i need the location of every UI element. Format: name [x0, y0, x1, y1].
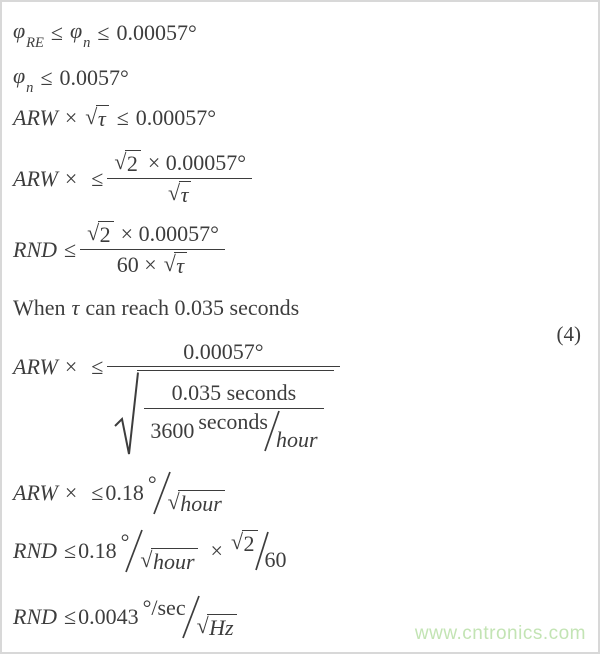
radicand [137, 370, 333, 454]
value: 3600 [150, 417, 195, 443]
unit-fraction [121, 528, 199, 574]
leq-sign: ≤ [97, 19, 110, 45]
sqrt-2 [114, 150, 141, 176]
unit-denominator [196, 612, 238, 640]
radicand: 2 [125, 150, 141, 176]
denominator [161, 179, 198, 209]
fraction-numerator [230, 528, 259, 556]
value: × 0.00057° [120, 221, 219, 247]
sqrt-tau [168, 181, 191, 207]
unit-denominator [167, 488, 226, 516]
numerator [177, 337, 269, 366]
leq-sign: ≤ [40, 64, 53, 90]
var-arw: ARW [13, 165, 58, 191]
radicand: τ [174, 252, 187, 278]
var-phi: φ [13, 18, 26, 43]
leq-sign: ≤ [64, 604, 77, 630]
numerator [166, 378, 303, 407]
subscript-n: n [83, 35, 91, 52]
times-sign: × [64, 480, 78, 506]
var-rnd: RND [13, 236, 57, 262]
value: 0.035 seconds [171, 380, 297, 406]
radicand: τ [179, 181, 192, 207]
radicand: hour [178, 490, 225, 516]
var-arw: ARW [13, 105, 58, 131]
subscript-re: RE [26, 35, 44, 52]
radical-sign: √ [87, 220, 100, 245]
value: 0.00057° [116, 19, 197, 45]
var-phi: φ [13, 63, 26, 88]
watermark-text: www.cntronics.com [414, 623, 586, 644]
text: can reach 0.035 seconds [85, 295, 300, 320]
radicand: Hz [207, 614, 236, 640]
denominator [107, 367, 339, 460]
text: When [13, 295, 66, 320]
big-radical [113, 370, 333, 458]
radical-sign: √ [230, 529, 244, 555]
radical-sign: √ [85, 104, 98, 129]
number-fraction [230, 530, 287, 572]
radical-sign: √ [167, 489, 180, 515]
radical-sign: √ [167, 179, 181, 205]
denominator [144, 409, 323, 455]
leq-sign: ≤ [91, 480, 104, 506]
leq-sign: ≤ [50, 19, 63, 45]
radical-sign: √ [140, 547, 153, 573]
sqrt-tau [164, 252, 187, 278]
fraction [80, 219, 225, 280]
equation-3 [13, 105, 216, 131]
radicand: 2 [242, 530, 258, 556]
var-rnd: RND [13, 538, 57, 564]
leq-sign: ≤ [64, 538, 77, 564]
unit-denominator [139, 546, 198, 574]
radical-sign: √ [163, 250, 176, 276]
equation-4 [13, 148, 254, 209]
var-tau: τ [71, 295, 80, 320]
value: × 0.00057° [147, 150, 247, 176]
times-sign: × [64, 354, 78, 379]
equation-5 [13, 219, 227, 280]
unit-denominator: hour [275, 426, 318, 452]
equation-8 [13, 470, 226, 516]
var-rnd: RND [13, 604, 57, 630]
radical-sign [113, 370, 139, 458]
unit-fraction [143, 594, 238, 640]
text-line [13, 295, 299, 320]
value: 0.00057° [183, 339, 264, 364]
leq-sign: ≤ [91, 354, 104, 379]
var-arw: ARW [13, 354, 58, 379]
fraction-denominator: 60 [264, 547, 287, 573]
sqrt-2 [231, 530, 258, 556]
radicand: hour [151, 548, 198, 574]
value: 0.00057° [135, 105, 217, 131]
unit-numerator: ° [120, 529, 130, 555]
var-phi-n [69, 18, 91, 52]
var-phi: φ [69, 18, 83, 43]
numerator [80, 219, 225, 249]
var-phi-re [13, 18, 44, 52]
equation-9 [13, 528, 287, 574]
radicand: 2 [98, 221, 114, 247]
var-arw: ARW [13, 480, 58, 506]
unit-fraction [198, 409, 317, 453]
equation-number: (4) [556, 322, 581, 346]
unit-numerator: °/sec [142, 595, 186, 621]
value: 0.18 [105, 480, 144, 506]
leq-sign: ≤ [116, 105, 129, 131]
unit-fraction [148, 470, 226, 516]
leq-sign: ≤ [91, 165, 104, 191]
subscript-n: n [26, 80, 34, 97]
equation-7 [13, 337, 342, 460]
sqrt-tau [85, 105, 108, 131]
times-sign: × [210, 538, 223, 564]
inner-fraction [144, 378, 323, 454]
equation-1 [13, 18, 197, 52]
unit-numerator: seconds [198, 408, 268, 434]
times-sign: × [64, 165, 78, 191]
numerator [107, 148, 252, 178]
unit-numerator: ° [147, 471, 157, 497]
leq-sign: ≤ [64, 236, 77, 262]
sqrt-hz [197, 614, 237, 640]
fraction [107, 148, 252, 209]
times-sign: × [64, 105, 78, 131]
sqrt-hour [140, 548, 197, 574]
value: 0.0043 [78, 604, 139, 630]
var-phi-n [13, 63, 34, 97]
denominator [111, 250, 194, 280]
radical-sign: √ [196, 613, 209, 639]
radical-sign: √ [114, 149, 127, 174]
value: 60 × [116, 251, 157, 277]
radicand: τ [96, 105, 109, 131]
sqrt-2 [87, 221, 114, 247]
equation-2 [13, 63, 129, 97]
left-hand-side [13, 354, 105, 379]
equation-10 [13, 594, 238, 640]
fraction [107, 337, 339, 460]
value: 0.18 [78, 538, 117, 564]
sqrt-hour [168, 490, 225, 516]
value: 0.0057° [59, 64, 129, 90]
